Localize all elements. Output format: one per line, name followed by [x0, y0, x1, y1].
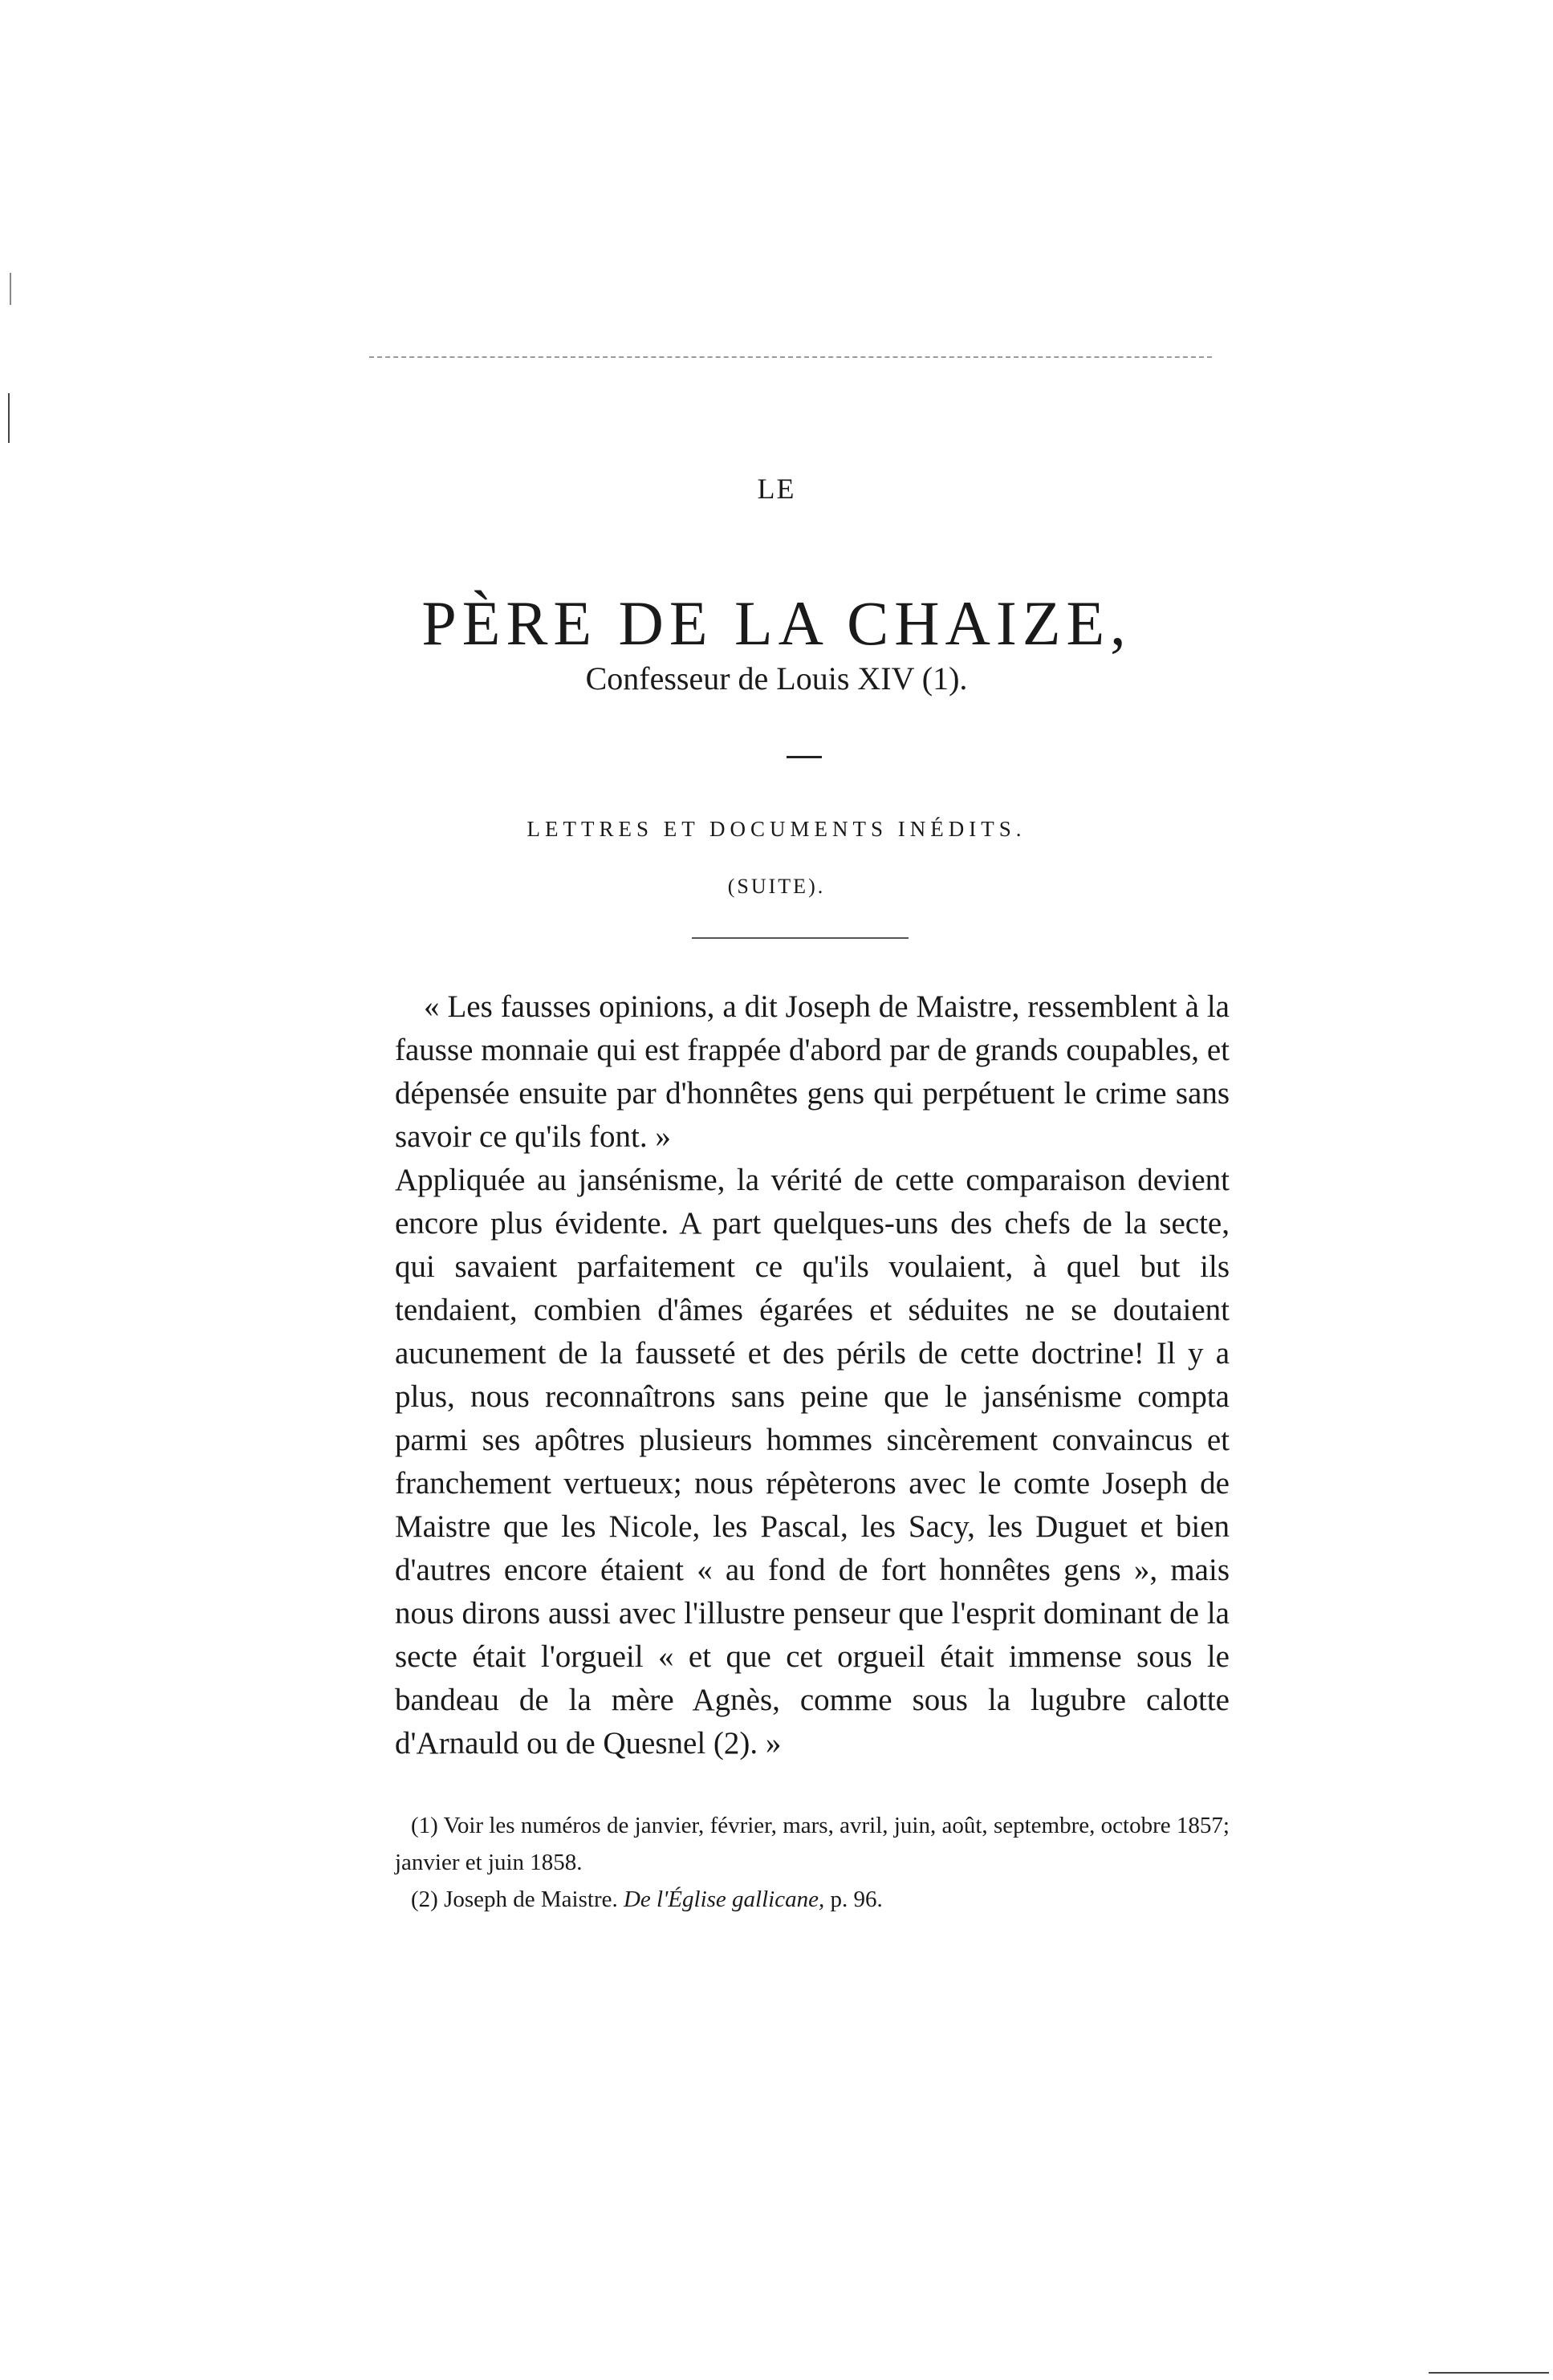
bottom-edge-mark [1429, 2372, 1549, 2374]
footnote-page: p. 96. [830, 1887, 883, 1912]
footnotes [395, 1807, 1230, 1918]
page-subtitle: Confesseur de Louis XIV (1). [585, 660, 968, 697]
body-paragraph: « Les fausses opinions, a dit Joseph de Maistre, ressemblent à la fausse monnaie qui est frappée d'abord par de grands coupables, et dépensée ensuite par d'honnêtes gens qui perpétuent le crime sans savoir ce qu'ils font. » [395, 989, 1230, 1154]
left-edge-mark [10, 273, 11, 305]
footnote-text: Voir les numéros de janvier, février, mars, avril, juin, août, septembre, octobre 1857; janvier et juin 1858. [395, 1813, 1230, 1875]
page-title: PÈRE DE LA CHAIZE, [421, 588, 1132, 659]
section-continuation: (SUITE). [727, 875, 826, 898]
section-heading: LETTRES ET DOCUMENTS INÉDITS. [526, 817, 1027, 841]
footnote-work-title: De l'Église gallicane, [623, 1887, 825, 1912]
footnote-1 [395, 1807, 1230, 1881]
section-divider [692, 937, 909, 939]
footnote-marker: (1) [411, 1813, 438, 1838]
title-kicker: LE [757, 473, 796, 505]
footnote-2 [395, 1881, 1230, 1918]
body-text [395, 985, 1230, 1765]
footnote-author: Joseph de Maistre. [444, 1887, 618, 1912]
title-divider [787, 756, 822, 758]
footnote-marker: (2) [411, 1887, 438, 1912]
body-paragraph: Appliquée au jansénisme, la vérité de cette comparaison devient encore plus évidente. A part quelques-uns des chefs de la secte, qui savaient parfaitement ce qu'ils voulaient, à quel but ils tendaient, combien d'âmes égarées et séduites ne se doutaient aucunement de la fausseté et des périls de cette doctrine! Il y a plus, nous reconnaîtrons sans peine que le jansénisme compta parmi ses apôtres plusieurs hommes sincèrement convaincus et franchement vertueux; nous répèterons avec le comte Joseph de Maistre que les Nicole, les Pascal, les Sacy, les Duguet et bien d'autres encore étaient « au fond de fort honnêtes gens », mais nous dirons aussi avec l'illustre penseur que l'esprit dominant de la secte était l'orgueil « et que cet orgueil était immense sous le bandeau de la mère Agnès, comme sous la lugubre calotte d'Arnauld ou de Quesnel (2). » [395, 1163, 1230, 1761]
left-edge-mark [8, 393, 10, 443]
top-decorative-rule [369, 356, 1212, 358]
